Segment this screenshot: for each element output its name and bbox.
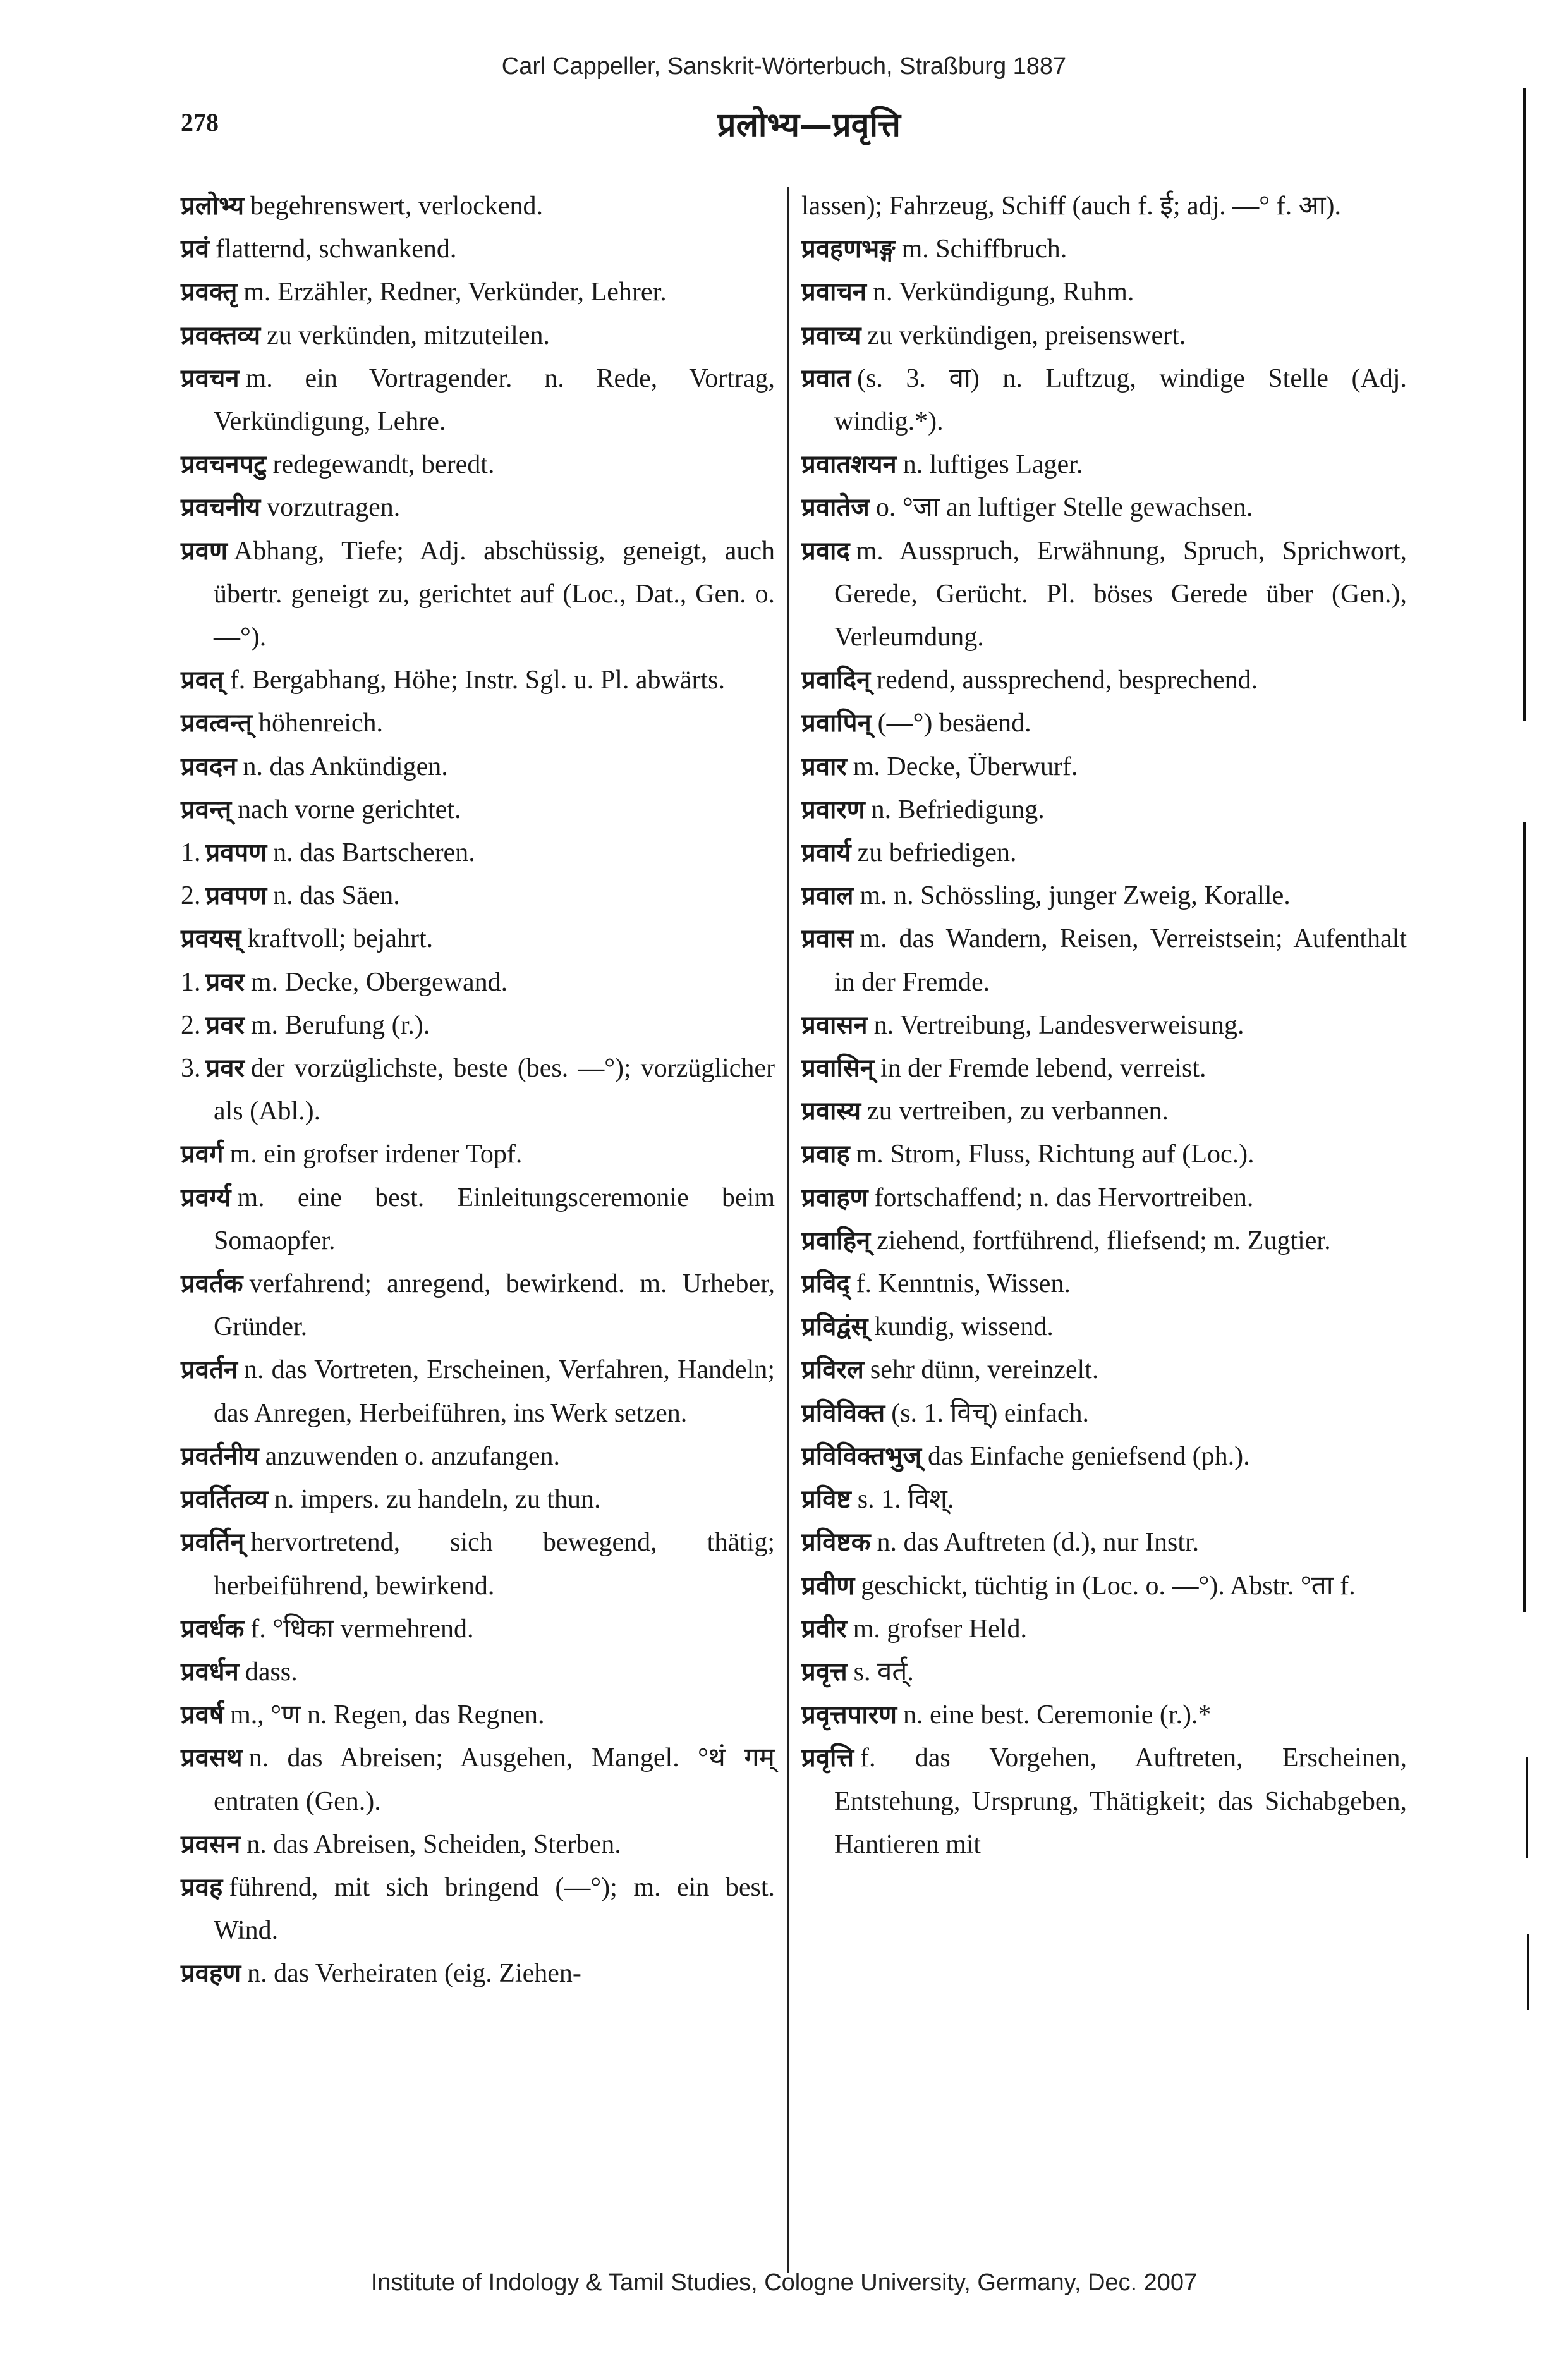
entry-definition: (s. 1. विच्) einfach. [891,1398,1090,1428]
entry-headword: प्रवं [181,235,209,264]
entry-headword: प्रवदन [181,752,237,781]
entry-headword: प्रवाह [801,1140,850,1169]
entry-definition: (—°) besäend. [877,709,1031,738]
entry-headword: प्रविरल [801,1355,864,1385]
entry-definition: n. eine best. Ceremonie (r.).* [903,1700,1212,1730]
entry-definition: fortschaffend; n. das Hervortreiben. [874,1183,1254,1212]
entry-definition: m. Schiffbruch. [901,235,1067,264]
entry-definition: zu verkünden, mitzuteilen. [267,320,550,350]
dictionary-entry [801,1608,1407,1650]
entry-definition: das Einfache geniefsend (ph.). [928,1441,1250,1471]
dictionary-entry [801,271,1407,314]
entry-definition: zu befriedigen. [857,838,1017,868]
entry-headword: प्रविष्टक [801,1528,871,1558]
entry-headword: प्रवचनीय [181,493,261,523]
dictionary-entry [181,443,775,486]
entry-definition: n. impers. zu handeln, zu thun. [274,1485,601,1515]
right-column [801,185,1407,2176]
entry-definition: flatternd, schwankend. [216,235,457,264]
homonym-number: 3. [181,1054,201,1083]
entry-definition: der vorzüglichste, beste (bes. —°); vorzüglicher als (Abl.). [214,1054,775,1126]
entry-definition: m. grofser Held. [853,1614,1027,1644]
entry-headword: प्रवहण [181,1959,241,1989]
entry-headword: प्रवर [205,1054,245,1083]
entry-definition: kundig, wissend. [874,1312,1054,1342]
entry-headword: प्रवचन [181,363,240,393]
source-citation: Carl Cappeller, Sanskrit-Wörterbuch, Straßburg 1887 [501,53,1067,80]
entry-headword: प्रवपण [205,838,267,868]
entry-headword: प्रवसथ [181,1743,243,1773]
entry-headword: प्रवात [801,363,851,393]
dictionary-entry [181,874,775,917]
entry-headword: प्रवर्धक [181,1614,245,1644]
entry-headword: प्रलोभ्य [181,192,245,221]
dictionary-entry [801,1650,1407,1693]
dictionary-entry [181,1478,775,1521]
entry-headword: प्रवारण [801,795,865,824]
entry-headword: प्रवर्तक [181,1269,243,1299]
entry-definition: lassen); Fahrzeug, Schiff (auch f. ई; adj. —° f. आ). [801,192,1341,221]
entry-definition: dass. [245,1657,298,1687]
entry-headword: प्रवासन [801,1010,868,1040]
entry-headword: प्रवर [205,1010,245,1040]
dictionary-entry [801,702,1407,745]
dictionary-entry [181,530,775,659]
entry-headword: प्रवाल [801,881,854,911]
dictionary-entry [801,1565,1407,1608]
entry-definition: hervortretend, sich bewegend, thätig; herbeiführend, bewirkend. [214,1528,775,1601]
entry-definition: nach vorne gerichtet. [238,795,461,824]
dictionary-entry [801,1348,1407,1391]
entry-headword: प्रवहणभङ्ग [801,235,896,264]
dictionary-entry [801,1305,1407,1348]
entry-definition: ziehend, fortführend, fliefsend; m. Zugtier. [877,1226,1331,1255]
entry-definition: n. das Abreisen, Scheiden, Sterben. [246,1829,621,1859]
right-edge-mark [1523,822,1526,1612]
entry-headword: प्रवपण [205,881,267,911]
entry-definition: s. 1. विश्. [857,1485,954,1515]
entry-definition: verfahrend; anregend, bewirkend. m. Urheber, Gründer. [214,1269,775,1342]
entry-definition: in der Fremde lebend, verreist. [880,1054,1206,1083]
dictionary-entry [801,1133,1407,1176]
entry-definition: n. das Vortreten, Erscheinen, Verfahren, Handeln; das Anregen, Herbeiführen, ins Werk setzen. [214,1355,775,1428]
dictionary-entry [801,1693,1407,1736]
dictionary-entry [181,1004,775,1047]
dictionary-entry [801,1435,1407,1478]
dictionary-entry [181,357,775,443]
dictionary-entry [801,1262,1407,1305]
entry-definition: n. luftiges Lager. [903,450,1083,480]
dictionary-entry [181,228,775,271]
entry-headword: प्रवीण [801,1571,855,1601]
entry-definition: n. Verkündigung, Ruhm. [872,278,1134,307]
dictionary-entry [181,917,775,960]
dictionary-entry [801,788,1407,831]
entry-headword: प्रवर्ग [181,1140,224,1169]
entry-definition: m. ein grofser irdener Topf. [229,1140,523,1169]
entry-headword: प्रवाहिन् [801,1226,871,1255]
dictionary-entry [181,1608,775,1650]
dictionary-entry [181,1866,775,1952]
dictionary-entry [801,831,1407,874]
homonym-number: 2. [181,881,201,911]
entry-headword: प्रवार्य [801,838,851,868]
dictionary-entry [801,530,1407,659]
entry-definition: m. eine best. Einleitungsceremonie beim Somaopfer. [214,1183,775,1255]
entry-headword: प्रवचनपटु [181,450,267,480]
entry-definition: n. das Auftreten (d.), nur Instr. [877,1528,1200,1558]
entry-definition: f. das Vorgehen, Auftreten, Erscheinen, Entstehung, Ursprung, Thätigkeit; das Sichabgeben, Hantieren mit [834,1743,1407,1859]
entry-definition: o. °जा an luftiger Stelle gewachsen. [875,493,1253,523]
entry-headword: प्रवक्तृ [181,278,238,307]
dictionary-entry [181,1521,775,1607]
footer-credit: Institute of Indology & Tamil Studies, Cologne University, Germany, Dec. 2007 [370,2269,1198,2296]
dictionary-entry [801,314,1407,357]
dictionary-entry [181,486,775,529]
homonym-number: 1. [181,967,201,997]
entry-definition: n. Vertreibung, Landesverweisung. [873,1010,1244,1040]
entry-definition: m. ein Vortragender. n. Rede, Vortrag, Verkündigung, Lehre. [214,363,775,437]
running-head: प्रलोभ्य—प्रवृत्ति [717,106,901,144]
dictionary-entry [801,917,1407,1003]
dictionary-entry [801,659,1407,702]
dictionary-entry [801,1047,1407,1090]
entry-headword: प्रवार [801,752,847,781]
dictionary-entry [801,874,1407,917]
right-edge-mark [1527,1934,1529,2010]
dictionary-entry [801,1176,1407,1219]
entry-definition: vorzutragen. [267,493,401,523]
entry-headword: प्रवातशयन [801,450,897,480]
entry-definition: m., °ण n. Regen, das Regnen. [230,1700,545,1730]
dictionary-entry [181,1952,775,1995]
entry-definition: f. Kenntnis, Wissen. [856,1269,1071,1299]
page-number: 278 [181,108,219,137]
dictionary-entry [801,443,1407,486]
entry-headword: प्रविद् [801,1269,850,1299]
dictionary-entry [801,1478,1407,1521]
entry-headword: प्रवण [181,536,228,566]
entry-headword: प्रवर्ष [181,1700,224,1730]
entry-headword: प्रवाहण [801,1183,868,1212]
entry-definition: sehr dünn, vereinzelt. [870,1355,1099,1385]
dictionary-entry [801,1090,1407,1133]
dictionary-entry [801,357,1407,443]
entry-headword: प्रवीर [801,1614,847,1644]
entry-definition: m. Decke, Überwurf. [853,752,1078,781]
dictionary-entry [801,745,1407,788]
entry-headword: प्रवन्त् [181,795,232,824]
dictionary-entry [181,1348,775,1434]
dictionary-entry [181,1650,775,1693]
dictionary-entry [801,1392,1407,1435]
homonym-number: 2. [181,1010,201,1040]
entry-definition: geschickt, tüchtig in (Loc. o. —°). Abstr. °ता f. [861,1571,1356,1601]
entry-definition: n. das Ankündigen. [243,752,448,781]
entry-definition: n. das Abreisen; Ausgehen, Mangel. °थं गम् entraten (Gen.). [214,1743,775,1816]
entry-headword: प्रवास [801,924,854,954]
dictionary-entry [801,185,1407,228]
dictionary-entry [801,1736,1407,1866]
dictionary-entry [801,1219,1407,1262]
dictionary-entry [801,1004,1407,1047]
entry-definition: m. Erzähler, Redner, Verkünder, Lehrer. [243,278,667,307]
entry-headword: प्रविविक्तभुज् [801,1441,921,1471]
dictionary-entry [181,1262,775,1348]
dictionary-entry [181,788,775,831]
dictionary-entry [181,702,775,745]
entry-definition: m. Berufung (r.). [250,1010,430,1040]
entry-headword: प्रवर्तनीय [181,1441,259,1471]
dictionary-entry [181,831,775,874]
entry-headword: प्रवर्ग्य [181,1183,231,1212]
entry-definition: m. Strom, Fluss, Richtung auf (Loc.). [856,1140,1255,1169]
entry-headword: प्रवर्तिन् [181,1528,245,1558]
entry-definition: redend, aussprechend, besprechend. [877,666,1258,695]
entry-headword: प्रवसन [181,1829,241,1859]
entry-headword: प्रवादिन् [801,666,871,695]
entry-definition: n. das Verheiraten (eig. Ziehen- [247,1959,581,1989]
entry-definition: begehrenswert, verlockend. [250,192,544,221]
entry-definition: n. das Säen. [273,881,400,911]
dictionary-entry [181,1133,775,1176]
entry-headword: प्रवर [205,967,245,997]
entry-headword: प्रवापिन् [801,709,872,738]
entry-headword: प्रवाद [801,536,850,566]
entry-headword: प्रवह [181,1872,223,1902]
entry-definition: Abhang, Tiefe; Adj. abschüssig, geneigt, auch übertr. geneigt zu, gerichtet auf (Loc., Dat., Gen. o. —°). [214,536,775,652]
entry-definition: m. n. Schössling, junger Zweig, Koralle. [860,881,1291,911]
entry-headword: प्रवर्धन [181,1657,239,1687]
entry-definition: führend, mit sich bringend (—°); m. ein best. Wind. [214,1872,775,1946]
entry-definition: zu verkündigen, preisenswert. [867,320,1186,350]
dictionary-entry [181,961,775,1004]
dictionary-entry [181,1176,775,1262]
entry-headword: प्रविविक्त [801,1398,885,1428]
entry-headword: प्रवाच्य [801,320,861,350]
entry-headword: प्रवातेज [801,493,870,523]
entry-headword: प्रवासिन् [801,1054,874,1083]
dictionary-entry [801,486,1407,529]
entry-headword: प्रवक्तव्य [181,320,261,350]
dictionary-entry [181,314,775,357]
entry-definition: höhenreich. [258,709,384,738]
left-column [181,185,775,2176]
right-edge-mark [1526,1757,1528,1858]
entry-definition: m. das Wandern, Reisen, Verreistsein; Aufenthalt in der Fremde. [834,924,1407,997]
entry-definition: f. °धिका vermehrend. [250,1614,474,1644]
dictionary-entry [181,1736,775,1822]
dictionary-entry [181,745,775,788]
dictionary-entry [181,185,775,228]
entry-headword: प्रवत्वन्त् [181,709,252,738]
entry-definition: m. Ausspruch, Erwähnung, Spruch, Sprichwort, Gerede, Gerücht. Pl. böses Gerede über (Gen.), Verleumdung. [834,536,1407,652]
dictionary-entry [181,659,775,702]
entry-definition: (s. 3. वा) n. Luftzug, windige Stelle (Adj. windig.*). [834,363,1407,437]
dictionary-entry [801,1521,1407,1564]
dictionary-entry [181,1693,775,1736]
right-edge-mark [1523,88,1526,721]
entry-headword: प्रवृत्तपारण [801,1700,897,1730]
entry-definition: s. वर्त्. [853,1657,914,1687]
entry-headword: प्रविद्वंस् [801,1312,868,1342]
dictionary-entry [181,271,775,314]
entry-definition: kraftvoll; bejahrt. [247,924,434,954]
dictionary-entry [181,1823,775,1866]
entry-headword: प्रविष्ट [801,1485,851,1515]
entry-definition: n. das Bartscheren. [273,838,475,868]
entry-definition: zu vertreiben, zu verbannen. [867,1097,1169,1126]
entry-headword: प्रवास्य [801,1097,861,1126]
entry-headword: प्रवृत्त [801,1657,848,1687]
entry-definition: m. Decke, Obergewand. [250,967,508,997]
dictionary-entry [801,228,1407,271]
entry-definition: anzuwenden o. anzufangen. [265,1441,561,1471]
entry-definition: n. Befriedigung. [871,795,1045,824]
entry-headword: प्रवर्तितव्य [181,1485,268,1515]
dictionary-entry [181,1435,775,1478]
entry-headword: प्रवृत्ति [801,1743,854,1773]
entry-headword: प्रवर्तन [181,1355,238,1385]
dictionary-entry [181,1047,775,1133]
entry-headword: प्रवाचन [801,278,866,307]
entry-headword: प्रवत् [181,666,224,695]
column-divider [787,187,789,2273]
entry-definition: redegewandt, beredt. [272,450,495,480]
homonym-number: 1. [181,838,201,868]
entry-definition: f. Bergabhang, Höhe; Instr. Sgl. u. Pl. abwärts. [229,666,725,695]
entry-headword: प्रवयस् [181,924,241,954]
